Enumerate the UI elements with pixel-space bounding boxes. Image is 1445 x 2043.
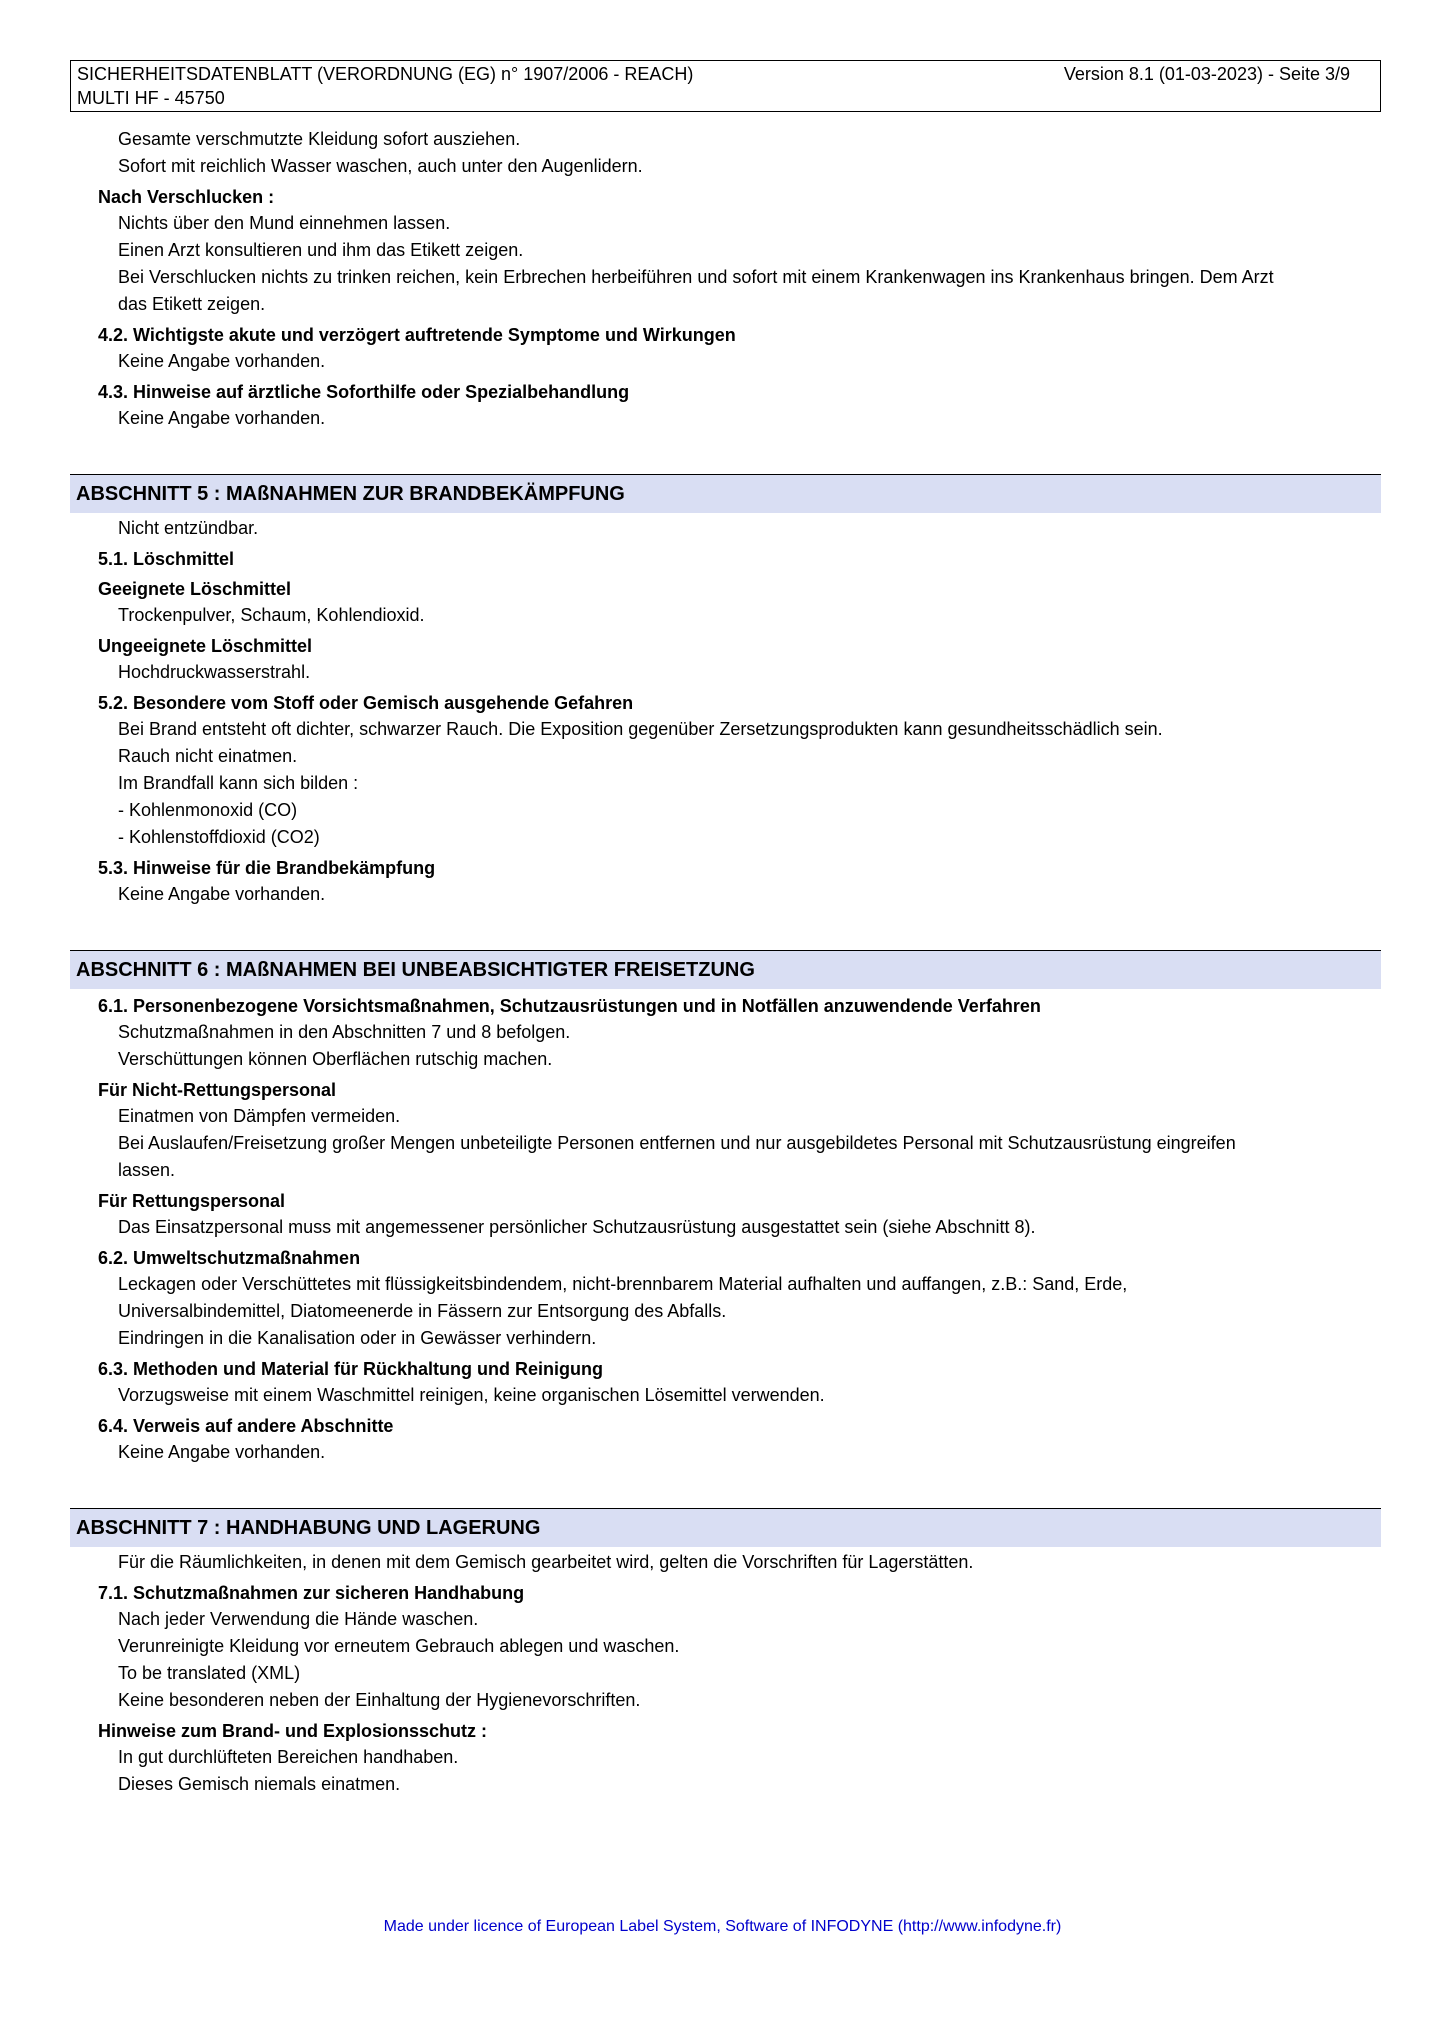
text-line: lassen. (118, 1160, 176, 1180)
subheading: 5.3. Hinweise für die Brandbekämpfung (98, 858, 436, 878)
section-7-heading: ABSCHNITT 7 : HANDHABUNG UND LAGERUNG (70, 1508, 1381, 1547)
version-info: Version 8.1 (01-03-2023) - Seite 3/9 (1063, 64, 1350, 84)
product-name: MULTI HF - 45750 (77, 88, 225, 108)
section-6-heading: ABSCHNITT 6 : MAßNAHMEN BEI UNBEABSICHTIGTER FREISETZUNG (70, 950, 1381, 989)
subheading: Für Rettungspersonal (98, 1191, 286, 1211)
subheading: 6.1. Personenbezogene Vorsichtsmaßnahmen, Schutzausrüstungen und in Notfällen anzuwendende Verfahren (98, 996, 1041, 1016)
text-line: Leckagen oder Verschüttetes mit flüssigkeitsbindendem, nicht-brennbarem Material aufhalten und auffangen, z.B.: Sand, Erde, (118, 1274, 1128, 1294)
text-line: Nicht entzündbar. (118, 518, 259, 538)
subheading: Hinweise zum Brand- und Explosionsschutz : (98, 1721, 488, 1741)
text-line: Keine Angabe vorhanden. (118, 1442, 326, 1462)
subheading: 6.4. Verweis auf andere Abschnitte (98, 1416, 394, 1436)
text-line: Das Einsatzpersonal muss mit angemessener persönlicher Schutzausrüstung ausgestattet sein (siehe Abschnitt 8). (118, 1217, 1036, 1237)
text-line: Einatmen von Dämpfen vermeiden. (118, 1106, 401, 1126)
text-line: Universalbindemittel, Diatomeenerde in Fässern zur Entsorgung des Abfalls. (118, 1301, 727, 1321)
text-line: Sofort mit reichlich Wasser waschen, auch unter den Augenlidern. (118, 156, 643, 176)
text-line: Im Brandfall kann sich bilden : (118, 773, 359, 793)
text-line: Keine Angabe vorhanden. (118, 408, 326, 428)
section-5-heading: ABSCHNITT 5 : MAßNAHMEN ZUR BRANDBEKÄMPFUNG (70, 474, 1381, 513)
subheading: 7.1. Schutzmaßnahmen zur sicheren Handhabung (98, 1583, 525, 1603)
text-line: Keine Angabe vorhanden. (118, 351, 326, 371)
text-line: Schutzmaßnahmen in den Abschnitten 7 und 8 befolgen. (118, 1022, 571, 1042)
text-line: Nichts über den Mund einnehmen lassen. (118, 213, 451, 233)
text-line: Bei Brand entsteht oft dichter, schwarzer Rauch. Die Exposition gegenüber Zersetzungsprodukten kann gesundheitsschädlich sein. (118, 719, 1163, 739)
footer-licence: Made under licence of European Label System, Software of INFODYNE (http://www.infodyne.fr) (383, 1918, 1062, 1935)
text-line: Trockenpulver, Schaum, Kohlendioxid. (118, 605, 425, 625)
text-line: Bei Verschlucken nichts zu trinken reichen, kein Erbrechen herbeiführen und sofort mit einem Krankenwagen ins Krankenhaus bringen. Dem Arzt (118, 267, 1274, 287)
text-line: Rauch nicht einatmen. (118, 746, 298, 766)
text-line: das Etikett zeigen. (118, 294, 266, 314)
subheading: 5.1. Löschmittel (98, 549, 235, 569)
subheading: Geeignete Löschmittel (98, 579, 292, 599)
document-title: SICHERHEITSDATENBLATT (VERORDNUNG (EG) n° 1907/2006 - REACH) (77, 64, 694, 84)
text-line: - Kohlenstoffdioxid (CO2) (118, 827, 320, 847)
text-line: Verschüttungen können Oberflächen rutschig machen. (118, 1049, 553, 1069)
text-line: Vorzugsweise mit einem Waschmittel reinigen, keine organischen Lösemittel verwenden. (118, 1385, 825, 1405)
text-line: To be translated (XML) (118, 1663, 301, 1683)
subheading: 6.2. Umweltschutzmaßnahmen (98, 1248, 361, 1268)
text-line: Dieses Gemisch niemals einatmen. (118, 1774, 401, 1794)
subheading: 6.3. Methoden und Material für Rückhaltung und Reinigung (98, 1359, 604, 1379)
text-line: Einen Arzt konsultieren und ihm das Etikett zeigen. (118, 240, 524, 260)
text-line: Bei Auslaufen/Freisetzung großer Mengen unbeteiligte Personen entfernen und nur ausgebildetes Personal mit Schutzausrüstung eingreifen (118, 1133, 1236, 1153)
text-line: Für die Räumlichkeiten, in denen mit dem Gemisch gearbeitet wird, gelten die Vorschriften für Lagerstätten. (118, 1552, 974, 1572)
subheading: Ungeeignete Löschmittel (98, 636, 313, 656)
text-line: Keine Angabe vorhanden. (118, 884, 326, 904)
text-line: - Kohlenmonoxid (CO) (118, 800, 298, 820)
text-line: Gesamte verschmutzte Kleidung sofort ausziehen. (118, 129, 521, 149)
document-body (70, 126, 1381, 1798)
text-line: In gut durchlüfteten Bereichen handhaben. (118, 1747, 459, 1767)
text-line: Keine besonderen neben der Einhaltung der Hygienevorschriften. (118, 1690, 641, 1710)
subheading: Für Nicht-Rettungspersonal (98, 1080, 337, 1100)
text-line: Nach jeder Verwendung die Hände waschen. (118, 1609, 479, 1629)
document-header (70, 60, 1381, 112)
text-line: Eindringen in die Kanalisation oder in Gewässer verhindern. (118, 1328, 597, 1348)
subheading: 4.2. Wichtigste akute und verzögert auftretende Symptome und Wirkungen (98, 325, 736, 345)
text-line: Verunreinigte Kleidung vor erneutem Gebrauch ablegen und waschen. (118, 1636, 680, 1656)
subheading: Nach Verschlucken : (98, 187, 275, 207)
text-line: Hochdruckwasserstrahl. (118, 662, 311, 682)
subheading: 5.2. Besondere vom Stoff oder Gemisch ausgehende Gefahren (98, 693, 634, 713)
subheading: 4.3. Hinweise auf ärztliche Soforthilfe oder Spezialbehandlung (98, 382, 630, 402)
